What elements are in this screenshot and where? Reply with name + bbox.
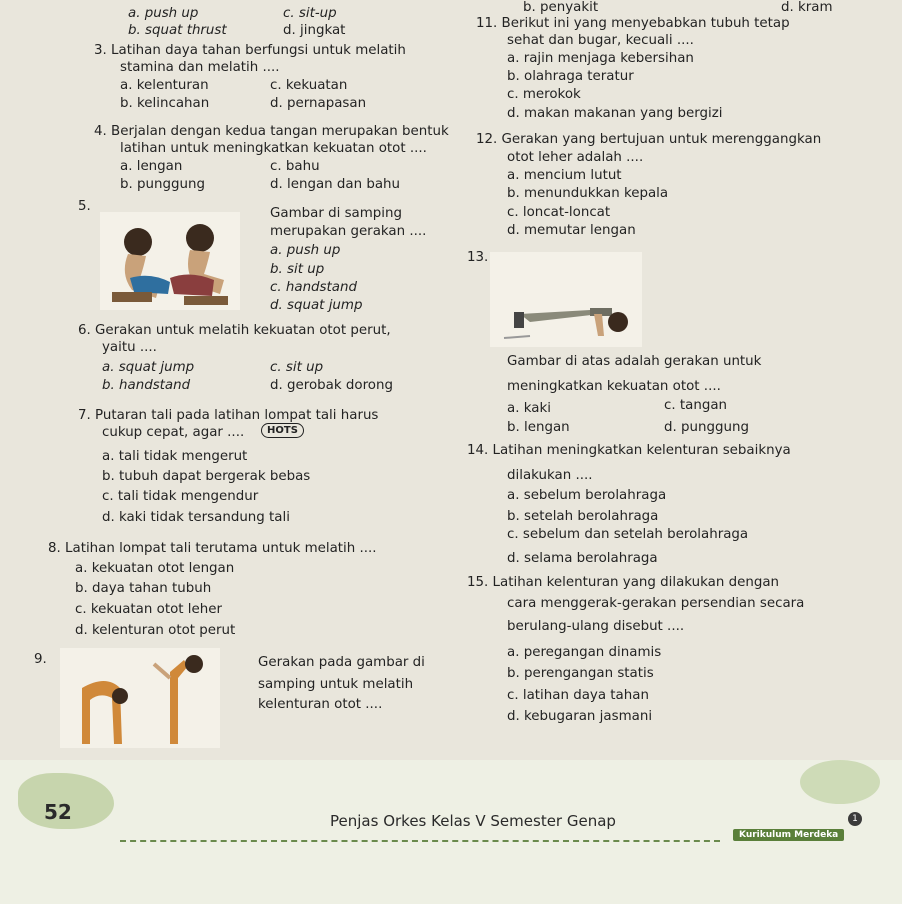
text-line-q7bb: b. tubuh dapat bergerak bebas	[102, 469, 311, 484]
text-line-q11b: sehat dan bugar, kecuali ....	[507, 33, 694, 48]
text-line-q10d: b. penyakit	[523, 0, 599, 15]
text-line-q12d: d. memutar lengan	[507, 223, 636, 238]
text-line-q3b: stamina dan melatih ....	[120, 60, 280, 75]
text-line-q12: 12. Gerakan yang bertujuan untuk merenggangkan	[476, 132, 822, 147]
text-line-q3: 3. Latihan daya tahan berfungsi untuk melatih	[94, 43, 406, 58]
stretching-illustration	[60, 648, 220, 748]
text-line-q7a: a. tali tidak mengerut	[102, 449, 248, 464]
text-line-q7d: d. kaki tidak tersandung tali	[102, 510, 290, 525]
text-line-q14d: d. selama berolahraga	[507, 551, 658, 566]
text-line-q4b: latihan untuk meningkatkan kekuatan otot ....	[120, 141, 427, 156]
text-line-q15b: cara menggerak-gerakan persendian secara	[507, 596, 805, 611]
text-line-q6a: a. squat jump	[102, 360, 195, 375]
text-line-q5: 5.	[78, 199, 91, 214]
sit-up-illustration	[100, 212, 240, 310]
text-line-q11d: d. makan makanan yang bergizi	[507, 106, 723, 121]
text-line-q6d: d. gerobak dorong	[270, 378, 393, 393]
text-line-q14bb: b. setelah berolahraga	[507, 509, 659, 524]
text-line-q12c: c. loncat-loncat	[507, 205, 611, 220]
text-line-q8b: b. daya tahan tubuh	[75, 581, 212, 596]
text-line-q13: 13.	[467, 250, 489, 265]
text-line-q13b: b. lengan	[507, 420, 570, 435]
text-line-q11: 11. Berikut ini yang menyebabkan tubuh tetap	[476, 16, 790, 31]
text-line-q2b: b. squat thrust	[128, 23, 227, 38]
text-line-q14: 14. Latihan meningkatkan kelenturan sebaiknya	[467, 443, 791, 458]
text-line-q15d: d. kebugaran jasmani	[507, 709, 653, 724]
text-line-q13t2: meningkatkan kekuatan otot ....	[507, 379, 721, 394]
text-line-q13d: d. punggung	[664, 420, 749, 435]
text-line-q15cc: c. latihan daya tahan	[507, 688, 649, 703]
text-line-q9: 9.	[34, 652, 47, 667]
text-line-q8a: a. kekuatan otot lengan	[75, 561, 235, 576]
text-line-q15a: a. peregangan dinamis	[507, 645, 662, 660]
text-line-q7: 7. Putaran tali pada latihan lompat tali harus	[78, 408, 379, 423]
text-line-q6b: yaitu ....	[102, 340, 157, 355]
text-line-q6c: c. sit up	[270, 360, 324, 375]
text-line-q14c: c. sebelum dan setelah berolahraga	[507, 527, 749, 542]
text-line-q5t1: Gambar di samping	[270, 206, 403, 221]
text-line-q4a: a. lengan	[120, 159, 183, 174]
text-line-q3d: d. pernapasan	[270, 96, 367, 111]
text-line-q14b: dilakukan ....	[507, 468, 593, 483]
text-line-q8: 8. Latihan lompat tali terutama untuk melatih ....	[48, 541, 377, 556]
text-line-q13c: c. tangan	[664, 398, 728, 413]
text-line-q13t1: Gambar di atas adalah gerakan untuk	[507, 354, 762, 369]
text-line-q9t1: Gerakan pada gambar di	[258, 655, 425, 670]
text-line-q8c: c. kekuatan otot leher	[75, 602, 222, 617]
text-line-q4d: d. lengan dan bahu	[270, 177, 401, 192]
hots-badge: HOTS	[261, 423, 304, 438]
text-line-q5t2: merupakan gerakan ....	[270, 224, 427, 239]
text-line-q6bb: b. handstand	[102, 378, 191, 393]
text-line-q4c: c. bahu	[270, 159, 320, 174]
text-line-q3bb: b. kelincahan	[120, 96, 210, 111]
text-line-q5a: a. push up	[270, 243, 341, 258]
text-line-q2a: a. push up	[128, 6, 199, 21]
book-title: Penjas Orkes Kelas V Semester Genap	[330, 812, 616, 830]
text-line-q3c: c. kekuatan	[270, 78, 348, 93]
leaf-decoration-right	[800, 760, 880, 804]
text-line-q3a: a. kelenturan	[120, 78, 209, 93]
text-line-q4bb: b. punggung	[120, 177, 205, 192]
text-line-q9t3: kelenturan otot ....	[258, 697, 383, 712]
curriculum-badge: Kurikulum Merdeka	[733, 829, 844, 841]
text-line-q7c: c. tali tidak mengendur	[102, 489, 259, 504]
text-line-q4: 4. Berjalan dengan kedua tangan merupakan bentuk	[94, 124, 449, 139]
text-line-q15bb: b. perengangan statis	[507, 666, 654, 681]
text-line-q5c: c. handstand	[270, 280, 357, 295]
text-line-q12bb: b. menundukkan kepala	[507, 186, 669, 201]
text-line-q12a: a. mencium lutut	[507, 168, 622, 183]
text-line-q11a: a. rajin menjaga kebersihan	[507, 51, 694, 66]
text-line-q5b: b. sit up	[270, 262, 325, 277]
text-line-q10d2: d. kram	[781, 0, 833, 15]
text-line-q8d: d. kelenturan otot perut	[75, 623, 236, 638]
text-line-q11bb: b. olahraga teratur	[507, 69, 634, 84]
page-circle-marker: 1	[848, 812, 862, 826]
text-line-q15: 15. Latihan kelenturan yang dilakukan dengan	[467, 575, 780, 590]
text-line-q5d: d. squat jump	[270, 298, 363, 313]
text-line-q2c: c. sit-up	[283, 6, 337, 21]
text-line-q12b: otot leher adalah ....	[507, 150, 644, 165]
text-line-q9t2: samping untuk melatih	[258, 677, 414, 692]
text-line-q15c: berulang-ulang disebut ....	[507, 619, 685, 634]
push-up-illustration	[490, 252, 642, 347]
page-number: 52	[44, 800, 72, 824]
text-line-q6: 6. Gerakan untuk melatih kekuatan otot perut,	[78, 323, 391, 338]
text-line-q14a: a. sebelum berolahraga	[507, 488, 667, 503]
text-line-q7b: cukup cepat, agar ....	[102, 425, 245, 440]
footer-divider	[120, 840, 720, 842]
text-line-q2d: d. jingkat	[283, 23, 346, 38]
text-line-q13a: a. kaki	[507, 401, 551, 416]
text-line-q11c: c. merokok	[507, 87, 581, 102]
